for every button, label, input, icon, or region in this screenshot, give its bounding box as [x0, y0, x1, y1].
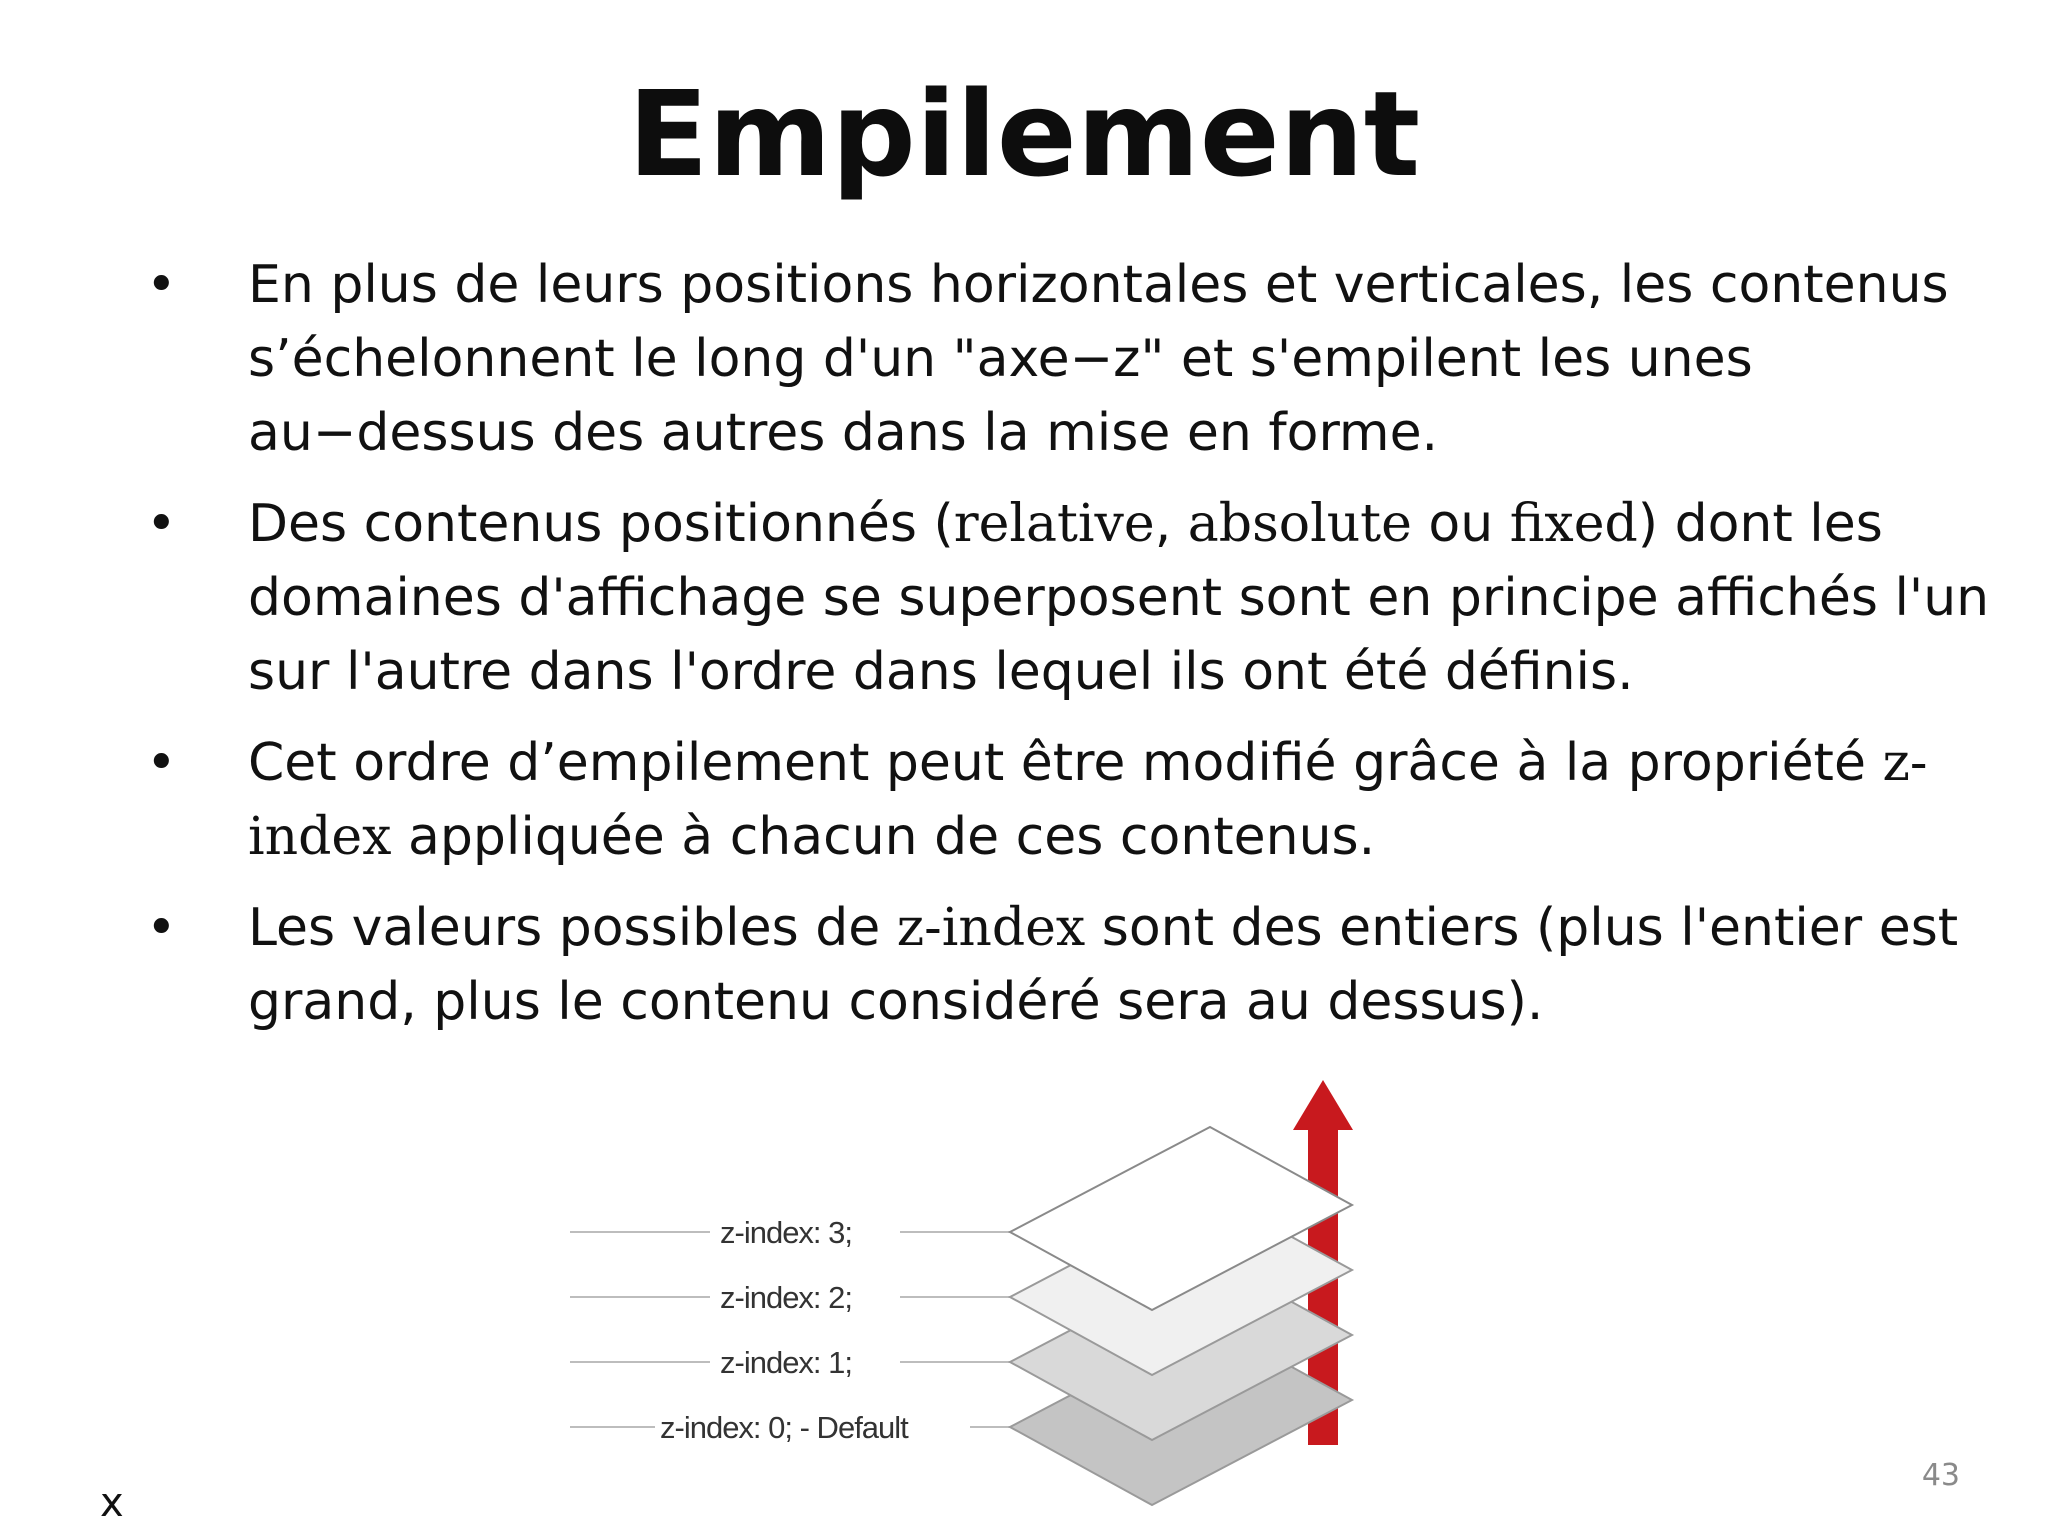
bullet-text: Les valeurs possibles de: [248, 898, 897, 958]
page-number: 43: [1921, 1458, 1960, 1493]
corner-mark: x: [100, 1480, 124, 1526]
bullet-text: ou: [1411, 494, 1510, 554]
bullet-text: appliquée à chacun de ces contenus.: [391, 807, 1376, 867]
keyword-relative: relative: [953, 494, 1155, 554]
keyword-z-index: z-index: [896, 898, 1086, 958]
layer-label-z3: z-index: 3;: [720, 1215, 853, 1250]
bullet-dot: •: [146, 494, 177, 554]
slide-title: Empilement: [627, 65, 1421, 203]
bullet-dot: •: [146, 898, 177, 958]
bullet-item: [146, 726, 2008, 874]
bullet-text: ,: [1154, 494, 1188, 554]
bullet-text: ) dont les domaines d'affichage se superposent sont en principe affichés l'un sur l'autre dans l'ordre dans lequel ils ont été définis.: [248, 494, 1990, 702]
bullet-item: [146, 487, 2008, 709]
bullet-text: En plus de leurs positions horizontales et verticales, les contenus s’échelonnent le long d'un "axe−z" et s'empilent les unes au−dessus des autres dans la mise en forme.: [248, 255, 1949, 463]
keyword-fixed: fixed: [1509, 494, 1638, 554]
z-index-stack-diagram: [560, 1060, 1380, 1510]
bullet-item: [146, 248, 2008, 470]
bullet-dot: •: [146, 255, 177, 315]
bullet-list: [146, 248, 2008, 1056]
guide-lines: [570, 1232, 1010, 1427]
bullet-text: sont des entiers (plus l'entier est grand, plus le contenu considéré sera au dessus).: [248, 898, 1959, 1032]
layer-label-z1: z-index: 1;: [720, 1345, 853, 1380]
bullet-dot: •: [146, 733, 177, 793]
layer-label-z0: z-index: 0; - Default: [660, 1410, 908, 1445]
bullet-text: Des contenus positionnés (: [248, 494, 954, 554]
bullet-text: Cet ordre d’empilement peut être modifié grâce à la propriété: [248, 733, 1883, 793]
layer-label-z2: z-index: 2;: [720, 1280, 853, 1315]
keyword-absolute: absolute: [1187, 494, 1412, 554]
bullet-item: [146, 891, 2008, 1039]
keyword-z-index: z-index: [248, 733, 1928, 867]
